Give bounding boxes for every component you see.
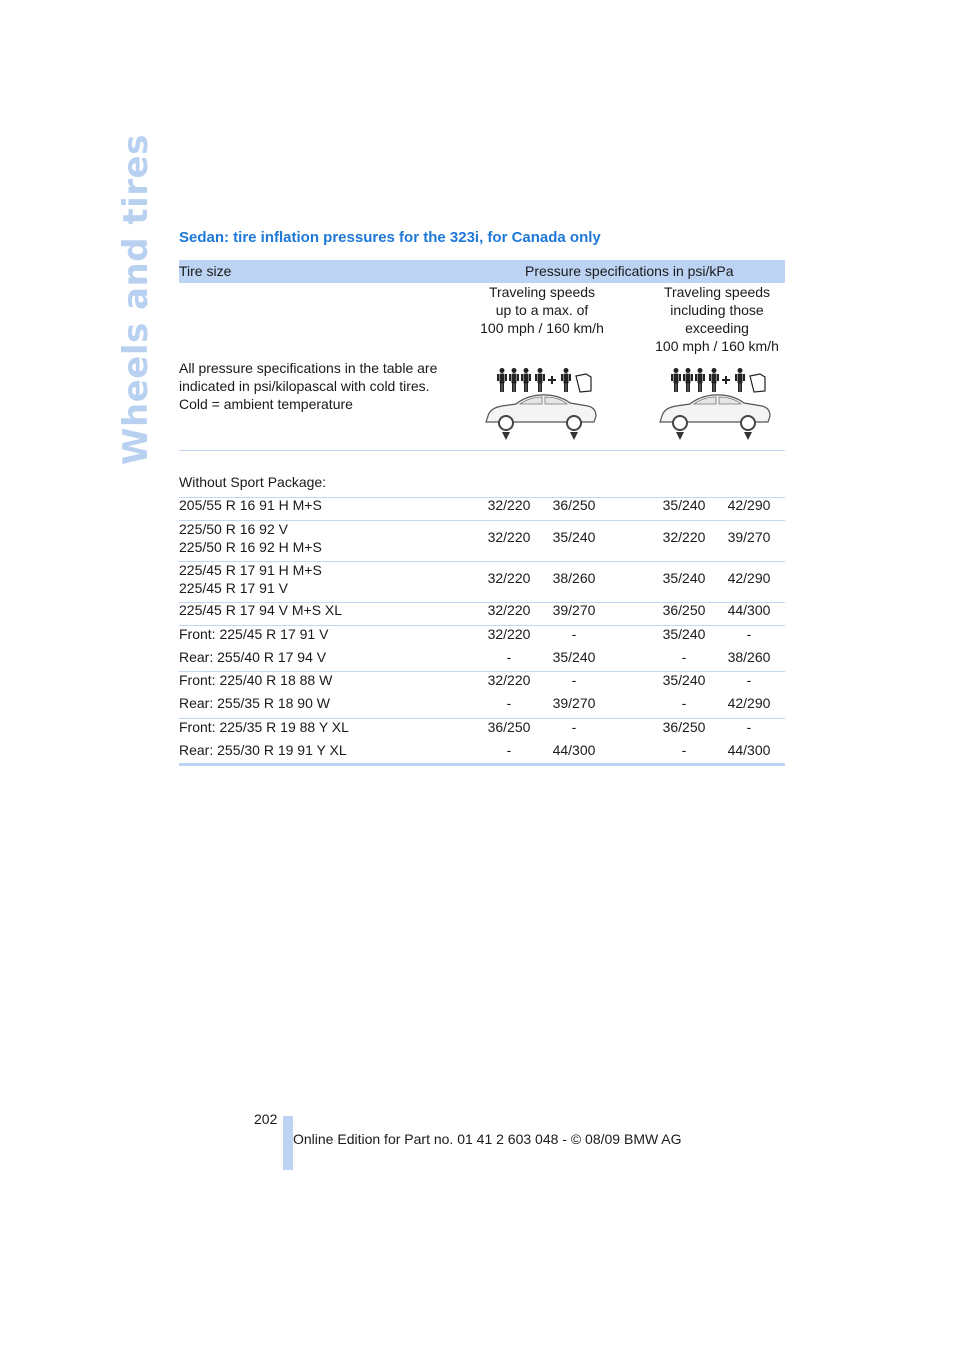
table-row-size: Rear: 255/35 R 18 90 W xyxy=(179,695,330,711)
size-line: 225/50 R 16 92 V xyxy=(179,521,288,537)
note-line: All pressure specifications in the table are xyxy=(179,360,438,376)
table-cell: 36/250 xyxy=(662,719,706,735)
header-tire-size: Tire size xyxy=(179,263,232,279)
table-cell: 35/240 xyxy=(662,672,706,688)
table-cell: - xyxy=(681,742,687,758)
table-cell: 35/240 xyxy=(552,649,596,665)
side-section-title: Wheels and tires xyxy=(116,134,156,465)
table-cell: 44/300 xyxy=(727,602,771,618)
table-cell: 36/250 xyxy=(487,719,531,735)
load-pictogram-2 xyxy=(658,366,778,442)
table-cell: 32/220 xyxy=(487,602,531,618)
table-cell: 42/290 xyxy=(727,695,771,711)
note-line: indicated in psi/kilopascal with cold tires. xyxy=(179,378,430,394)
col2-heading xyxy=(642,283,792,355)
table-cell: - xyxy=(506,649,512,665)
table-cell: 35/240 xyxy=(662,570,706,586)
table-row-size: 205/55 R 16 91 H M+S xyxy=(179,497,322,513)
table-cell: 32/220 xyxy=(487,570,531,586)
size-line: 225/45 R 17 91 H M+S xyxy=(179,562,322,578)
table-cell: 38/260 xyxy=(552,570,596,586)
col1-heading xyxy=(467,283,617,337)
table-cell: - xyxy=(571,626,577,642)
size-line: 225/45 R 17 91 V xyxy=(179,580,288,596)
table-cell: - xyxy=(506,742,512,758)
table-cell: 32/220 xyxy=(487,497,531,513)
table-cell: - xyxy=(746,719,752,735)
table-cell: 38/260 xyxy=(727,649,771,665)
size-line: 225/50 R 16 92 H M+S xyxy=(179,539,322,555)
section-title: Sedan: tire inflation pressures for the 323i, for Canada only xyxy=(179,229,601,246)
col1-line: 100 mph / 160 km/h xyxy=(480,320,604,336)
table-row-size: Front: 225/45 R 17 91 V xyxy=(179,626,329,642)
table-cell: 32/220 xyxy=(662,529,706,545)
table-cell: 35/240 xyxy=(552,529,596,545)
col2-line: including those xyxy=(670,302,764,318)
table-cell: 32/220 xyxy=(487,529,531,545)
table-cell: 32/220 xyxy=(487,672,531,688)
table-row-size: Rear: 255/40 R 17 94 V xyxy=(179,649,327,665)
table-cell: - xyxy=(681,649,687,665)
table-cell: - xyxy=(571,719,577,735)
divider xyxy=(179,450,785,451)
table-row-size xyxy=(179,561,322,597)
table-cell: 42/290 xyxy=(727,570,771,586)
table-cell: - xyxy=(746,672,752,688)
load-pictogram-1 xyxy=(484,366,604,442)
table-cell: 39/270 xyxy=(552,695,596,711)
table-cell: 35/240 xyxy=(662,626,706,642)
table-cell: - xyxy=(571,672,577,688)
table-row-size: Rear: 255/30 R 19 91 Y XL xyxy=(179,742,347,758)
sedan-car-icon xyxy=(486,395,596,440)
table-cell: 42/290 xyxy=(727,497,771,513)
table-row-size xyxy=(179,520,322,556)
table-cell: 44/300 xyxy=(727,742,771,758)
table-cell: 36/250 xyxy=(552,497,596,513)
table-row-size: 225/45 R 17 94 V M+S XL xyxy=(179,602,343,618)
table-header xyxy=(179,260,785,283)
passengers-luggage-icon xyxy=(671,368,765,392)
footer-text: Online Edition for Part no. 01 41 2 603 048 - © 08/09 BMW AG xyxy=(293,1131,682,1147)
table-cell: - xyxy=(681,695,687,711)
page-number: 202 xyxy=(254,1111,278,1127)
col1-line: up to a max. of xyxy=(495,302,589,318)
footer-accent-bar xyxy=(283,1116,293,1170)
group-label: Without Sport Package: xyxy=(179,474,327,490)
table-row-size: Front: 225/35 R 19 88 Y XL xyxy=(179,719,349,735)
table-cell: 39/270 xyxy=(552,602,596,618)
table-row-size: Front: 225/40 R 18 88 W xyxy=(179,672,333,688)
header-pressure-spec: Pressure specifications in psi/kPa xyxy=(525,263,734,279)
pressure-note xyxy=(179,359,437,413)
passengers-luggage-icon xyxy=(497,368,591,392)
table-cell: - xyxy=(746,626,752,642)
col2-line: exceeding xyxy=(685,320,749,336)
table-cell: 36/250 xyxy=(662,602,706,618)
note-line: Cold = ambient temperature xyxy=(179,396,353,412)
sedan-car-icon xyxy=(660,395,770,440)
table-cell: 32/220 xyxy=(487,626,531,642)
table-bottom-rule xyxy=(179,763,785,766)
table-cell: 39/270 xyxy=(727,529,771,545)
col2-line: 100 mph / 160 km/h xyxy=(655,338,779,354)
col2-line: Traveling speeds xyxy=(663,284,771,300)
col1-line: Traveling speeds xyxy=(488,284,596,300)
table-cell: 44/300 xyxy=(552,742,596,758)
table-cell: - xyxy=(506,695,512,711)
table-cell: 35/240 xyxy=(662,497,706,513)
